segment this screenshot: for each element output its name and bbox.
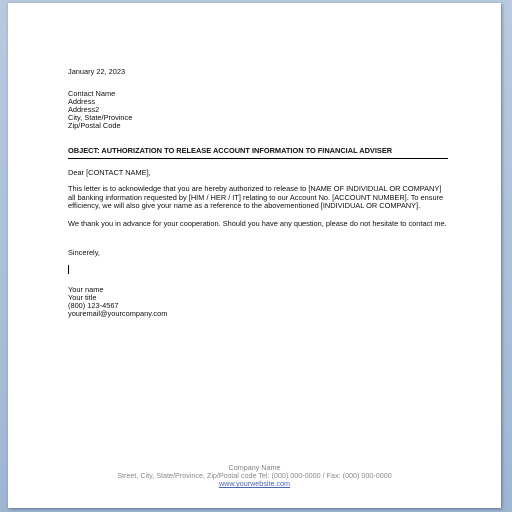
letter-salutation: Dear [CONTACT NAME],	[68, 168, 151, 177]
letter-closing: Sincerely,	[68, 248, 100, 257]
recipient-address1: Address	[68, 97, 96, 106]
signature-phone: (800) 123-4567	[68, 301, 119, 310]
letter-paragraph-1: This letter is to acknowledge that you are hereby authorized to release to [NAME OF INDIVIDUAL OR COMPANY] all banking information requested by [HIM / HER / IT] relating to our Account No. [ACCOUNT NUMBER]. To ensure efficiency, we will also give your name as a reference to the abovementioned [INDIVIDUAL OR COMPANY].	[68, 184, 444, 210]
signature-title: Your title	[68, 293, 97, 302]
footer-address: Street, City, State/Province, Zip/Postal code Tel: (000) 000-0000 / Fax: (000) 000-0000	[117, 471, 392, 480]
recipient-city: City, State/Province	[68, 113, 133, 122]
recipient-address2: Address2	[68, 105, 100, 114]
signature-name: Your name	[68, 285, 104, 294]
text-cursor	[68, 265, 69, 274]
document-page[interactable]	[8, 3, 501, 508]
letter-paragraph-2: We thank you in advance for your cooperation. Should you have any question, please do not hesitate to contact me.	[68, 219, 447, 228]
letter-subject: OBJECT: AUTHORIZATION TO RELEASE ACCOUNT INFORMATION TO FINANCIAL ADVISER	[68, 146, 448, 159]
footer-company-name: Company Name	[228, 463, 281, 472]
footer-website-link[interactable]: www.yourwebsite.com	[218, 479, 291, 488]
recipient-zip: Zip/Postal Code	[68, 121, 121, 130]
recipient-name: Contact Name	[68, 89, 116, 98]
signature-email: youremail@yourcompany.com	[68, 309, 168, 318]
letter-date: January 22, 2023	[68, 67, 126, 76]
